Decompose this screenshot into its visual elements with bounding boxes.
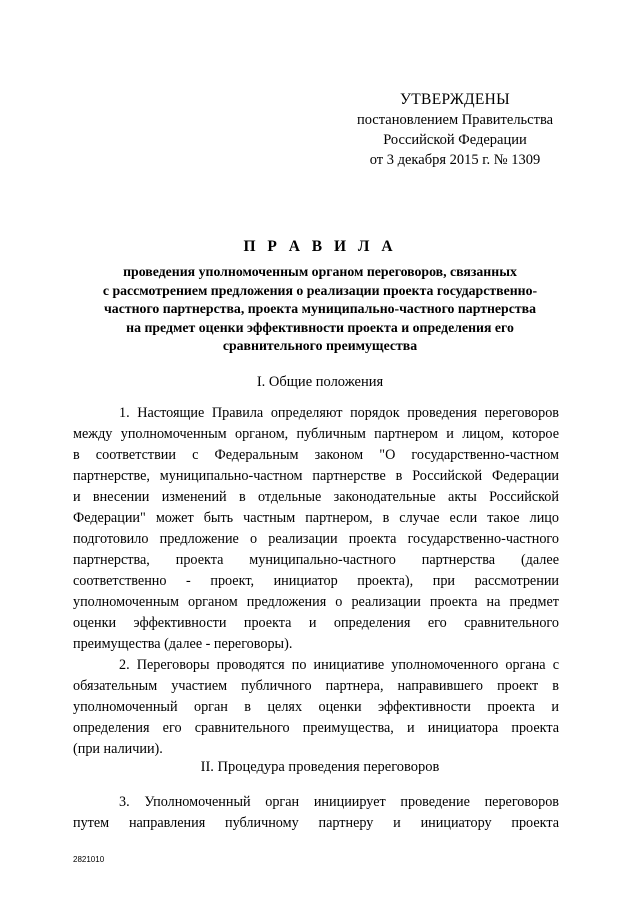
- section-heading: I. Общие положения: [256, 374, 384, 390]
- subtitle-line: на предмет оценки эффективности проекта и определения его: [126, 319, 514, 335]
- text-line: определения его сравнительного преимущества, и инициатора проекта: [73, 720, 559, 736]
- text-line: Федерации" может быть частным партнером, в случае если такое лицо: [73, 510, 559, 526]
- text-line: в соответствии с Федеральным законом "О государственно-частном: [73, 447, 559, 463]
- subtitle-line: с рассмотрением предложения о реализации проекта государственно-: [102, 282, 538, 298]
- approval-stamp: [340, 90, 570, 170]
- text-line: и внесении изменений в отдельные законодательные акты Российской: [73, 489, 559, 505]
- text-line: соответственно - проект, инициатор проекта), при рассмотрении: [73, 573, 559, 589]
- document-code: 2821010: [73, 855, 105, 864]
- text-line: между уполномоченным органом, публичным партнером и лицом, которое: [73, 426, 559, 442]
- text-line: 1. Настоящие Правила определяют порядок проведения переговоров: [119, 405, 559, 421]
- subtitle-line: сравнительного преимущества: [222, 338, 418, 354]
- paragraph-2: [73, 655, 559, 760]
- paragraph-1: [73, 403, 559, 655]
- text-line: партнерства, проекта муниципально-частного партнерства (далее: [73, 552, 559, 568]
- text-line: подготовило предложение о реализации проекта государственно-частного: [73, 531, 559, 547]
- approval-line: Российской Федерации: [383, 132, 527, 148]
- text-line: партнерстве, муниципально-частном партнерстве в Российской Федерации: [73, 468, 559, 484]
- approval-line: от 3 декабря 2015 г. № 1309: [369, 152, 541, 168]
- subtitle-line: частного партнерства, проекта муниципально-частного партнерства: [104, 301, 536, 317]
- approval-line: постановлением Правительства: [356, 112, 554, 128]
- text-line: уполномоченным органом предложения о реализации проекта на предмет: [73, 594, 559, 610]
- text-line: оценки эффективности проекта и определения его сравнительного: [73, 615, 559, 631]
- text-line: (при наличии).: [73, 741, 163, 757]
- subtitle-line: проведения уполномоченным органом переговоров, связанных: [123, 264, 517, 279]
- text-line: путем направления публичному партнеру и инициатору проекта: [73, 815, 559, 831]
- text-line: обязательным участием публичного партнера, направившего проект в: [73, 678, 559, 694]
- text-line: преимущества (далее - переговоры).: [73, 636, 293, 652]
- text-line: 3. Уполномоченный орган инициирует проведение переговоров: [119, 794, 559, 810]
- text-line: уполномоченный орган в целях оценки эффективности проекта и: [73, 699, 559, 715]
- document-title: П Р А В И Л А: [243, 238, 397, 255]
- approval-heading: УТВЕРЖДЕНЫ: [400, 91, 510, 108]
- section-heading: II. Процедура проведения переговоров: [200, 759, 440, 775]
- text-line: 2. Переговоры проводятся по инициативе уполномоченного органа с: [119, 657, 559, 673]
- document-subtitle: [60, 263, 580, 356]
- paragraph-3: [73, 792, 559, 834]
